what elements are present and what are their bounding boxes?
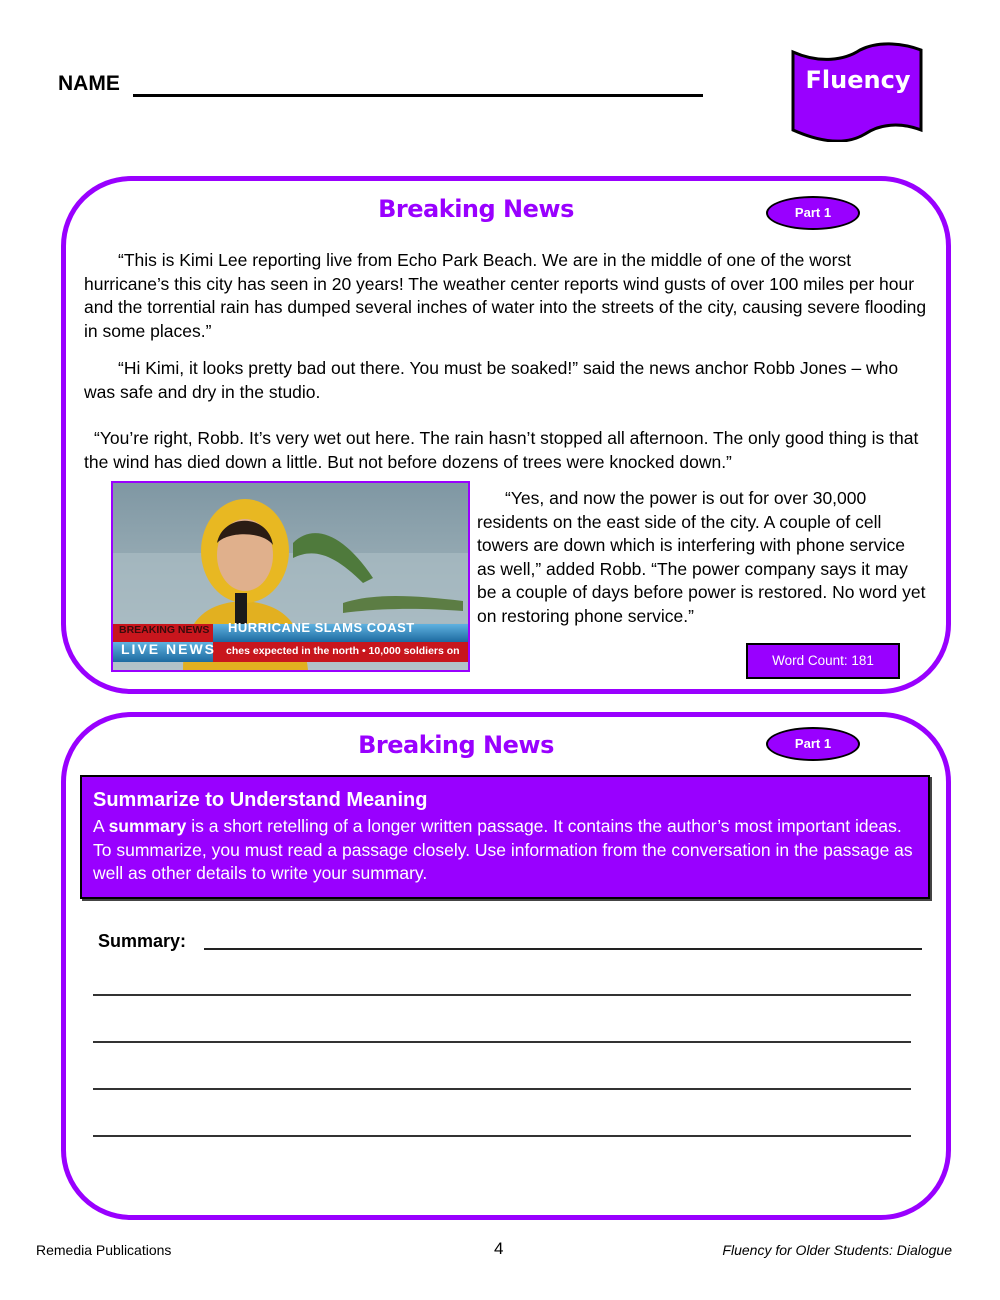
- passage-paragraph: “Yes, and now the power is out for over 30,000 residents on the east side of the city. A couple of cell towers are down which is interfering with phone service as well,” added Robb. “The power company says it may be a couple of days before power is restored. No word yet on restoring phone service.”: [477, 488, 926, 626]
- passage-paragraph: “You’re right, Robb. It’s very wet out here. The rain hasn’t stopped all afternoon. The only good thing is that the wind has died down a little. But not before dozens of trees were knocked down.”: [84, 428, 919, 472]
- ticker-live-label: LIVE NEWS: [121, 641, 217, 657]
- card-title: Breaking News: [378, 195, 574, 223]
- name-input-line[interactable]: [133, 94, 703, 97]
- summary-input-line[interactable]: [204, 948, 922, 950]
- part-badge: Part 1: [766, 196, 860, 230]
- instruction-keyword: summary: [108, 816, 187, 836]
- summary-write-line[interactable]: [93, 1088, 911, 1090]
- footer-page-number: 4: [494, 1239, 504, 1258]
- summary-write-line[interactable]: [93, 1135, 911, 1137]
- instruction-title: Summarize to Understand Meaning: [93, 789, 428, 811]
- passage-paragraph: “Hi Kimi, it looks pretty bad out there. You must be soaked!” said the news anchor Robb Jones – who was safe and dry in the studio.: [84, 358, 899, 402]
- banner-label: Fluency: [805, 66, 911, 94]
- part-badge: Part 1: [766, 727, 860, 761]
- fluency-banner: [790, 42, 926, 142]
- summary-write-line[interactable]: [93, 1041, 911, 1043]
- news-reporter-photo: [111, 481, 470, 672]
- footer-publisher: Remedia Publications: [36, 1242, 172, 1258]
- instruction-body: [93, 815, 918, 886]
- summary-card: [61, 712, 951, 1220]
- footer-book-title: Fluency for Older Students: Dialogue: [722, 1242, 952, 1258]
- summary-write-line[interactable]: [93, 994, 911, 996]
- name-label: NAME: [58, 72, 120, 95]
- card-title: Breaking News: [358, 731, 554, 759]
- instruction-box: [80, 775, 930, 899]
- instruction-text: is a short retelling of a longer written passage. It contains the author’s most important ideas. To summarize, you must read a passage closely. Use information from the conversation in the passage as well as other details to write your summary.: [93, 816, 913, 883]
- ticker-breaking-label: BREAKING NEWS: [119, 624, 210, 636]
- ticker-headline: HURRICANE SLAMS COAST: [228, 620, 415, 635]
- summary-label: Summary:: [98, 931, 187, 951]
- instruction-prefix: A: [93, 816, 109, 836]
- ticker-crawl: ches expected in the north • 10,000 soldiers on: [226, 645, 460, 657]
- passage-paragraph: “This is Kimi Lee reporting live from Echo Park Beach. We are in the middle of one of the worst hurricane’s this city has seen in 20 years! The weather center reports wind gusts of over 100 miles per hour and the torrential rain has dumped several inches of water into the streets of the city, causing severe flooding in some places.”: [84, 250, 927, 341]
- passage-card: [61, 176, 951, 694]
- word-count-box: Word Count: 181: [746, 643, 900, 679]
